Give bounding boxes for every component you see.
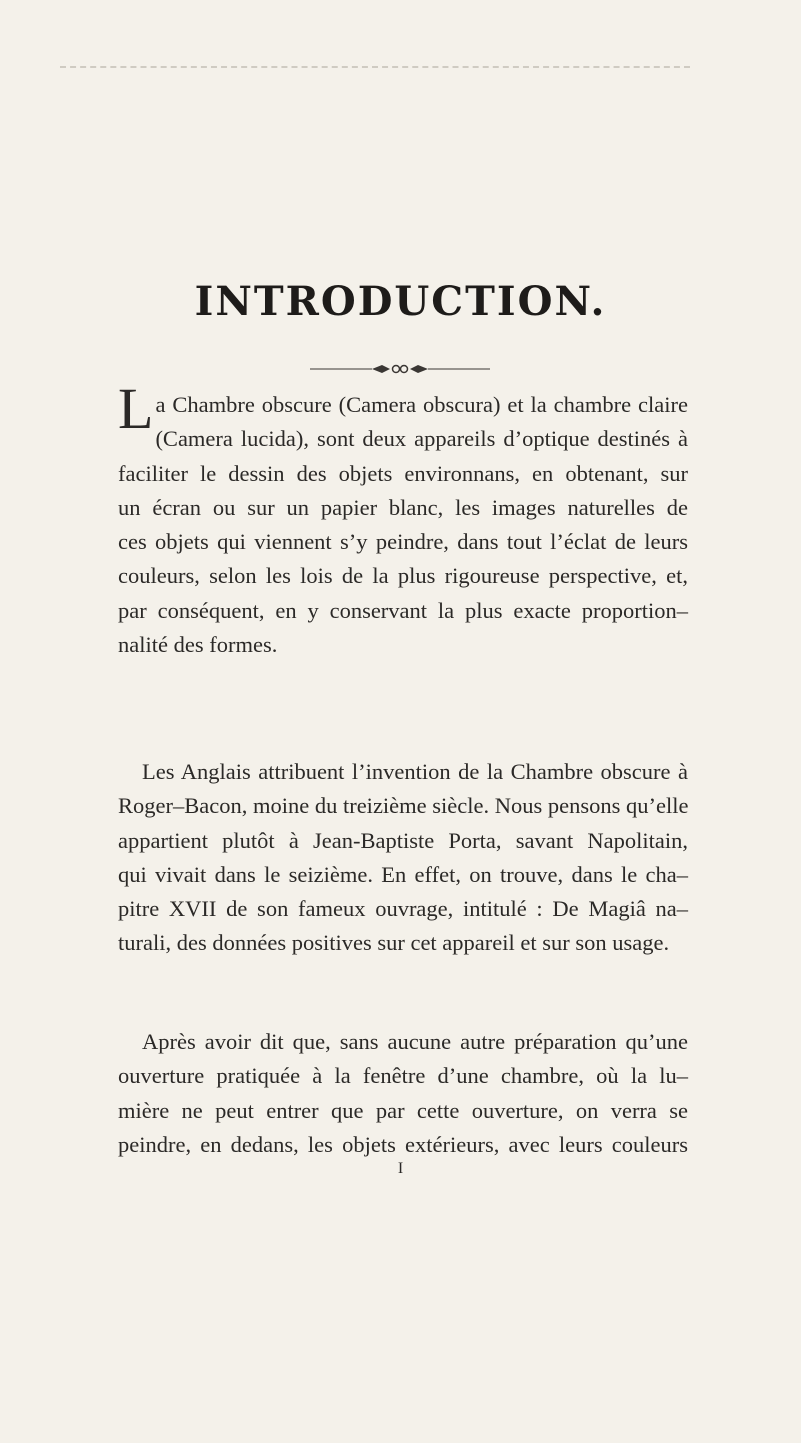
paragraph-2 xyxy=(118,755,688,961)
top-rule-divider xyxy=(60,66,690,68)
text-line: par conséquent, en y conservant la plus exacte proportion– xyxy=(118,597,688,623)
text-line: Les Anglais attribuent l’invention de la Chambre obscure à xyxy=(142,759,688,784)
ornament-divider xyxy=(310,362,490,376)
text-line: Roger–Bacon, moine du treizième siècle. Nous pensons qu’elle xyxy=(118,793,689,819)
text-line: ces objets qui viennent s’y peindre, dans tout l’éclat de leurs xyxy=(118,529,688,555)
text-line: qui vivait dans le seizième. En effet, on trouve, dans le cha– xyxy=(118,861,688,887)
text-line: peindre, en dedans, les objets extérieurs, avec leurs couleurs xyxy=(118,1131,688,1157)
text-line: mière ne peut entrer que par cette ouverture, on verra se xyxy=(118,1097,688,1123)
text-line: appartient plutôt à Jean-Baptiste Porta, savant Napolitain, xyxy=(118,827,688,853)
text-line: ouverture pratiquée à la fenêtre d’une chambre, où la lu– xyxy=(118,1063,688,1089)
text-line: nalité des formes. xyxy=(118,632,278,658)
text-line: turali, des données positives sur cet appareil et sur son usage. xyxy=(118,930,670,956)
page-title: INTRODUCTION. xyxy=(194,278,607,325)
drop-cap: L xyxy=(118,376,154,441)
text-line: faciliter le dessin des objets environnans, en obtenant, sur xyxy=(118,460,688,486)
text-line: pitre XVII de son fameux ouvrage, intitulé : De Magiâ na– xyxy=(118,896,688,922)
text-line: couleurs, selon les lois de la plus rigoureuse perspective, et, xyxy=(118,563,688,589)
paragraph-3 xyxy=(118,1025,688,1162)
text-line: Après avoir dit que, sans aucune autre préparation qu’une xyxy=(142,1029,688,1054)
paragraph-1 xyxy=(118,376,688,662)
text-line: un écran ou sur un papier blanc, les images naturelles de xyxy=(118,494,688,520)
text-line: (Camera lucida), sont deux appareils d’optique destinés à xyxy=(155,426,688,452)
text-line: a Chambre obscure (Camera obscura) et la chambre claire xyxy=(155,392,688,417)
page-number: I xyxy=(397,1160,404,1177)
